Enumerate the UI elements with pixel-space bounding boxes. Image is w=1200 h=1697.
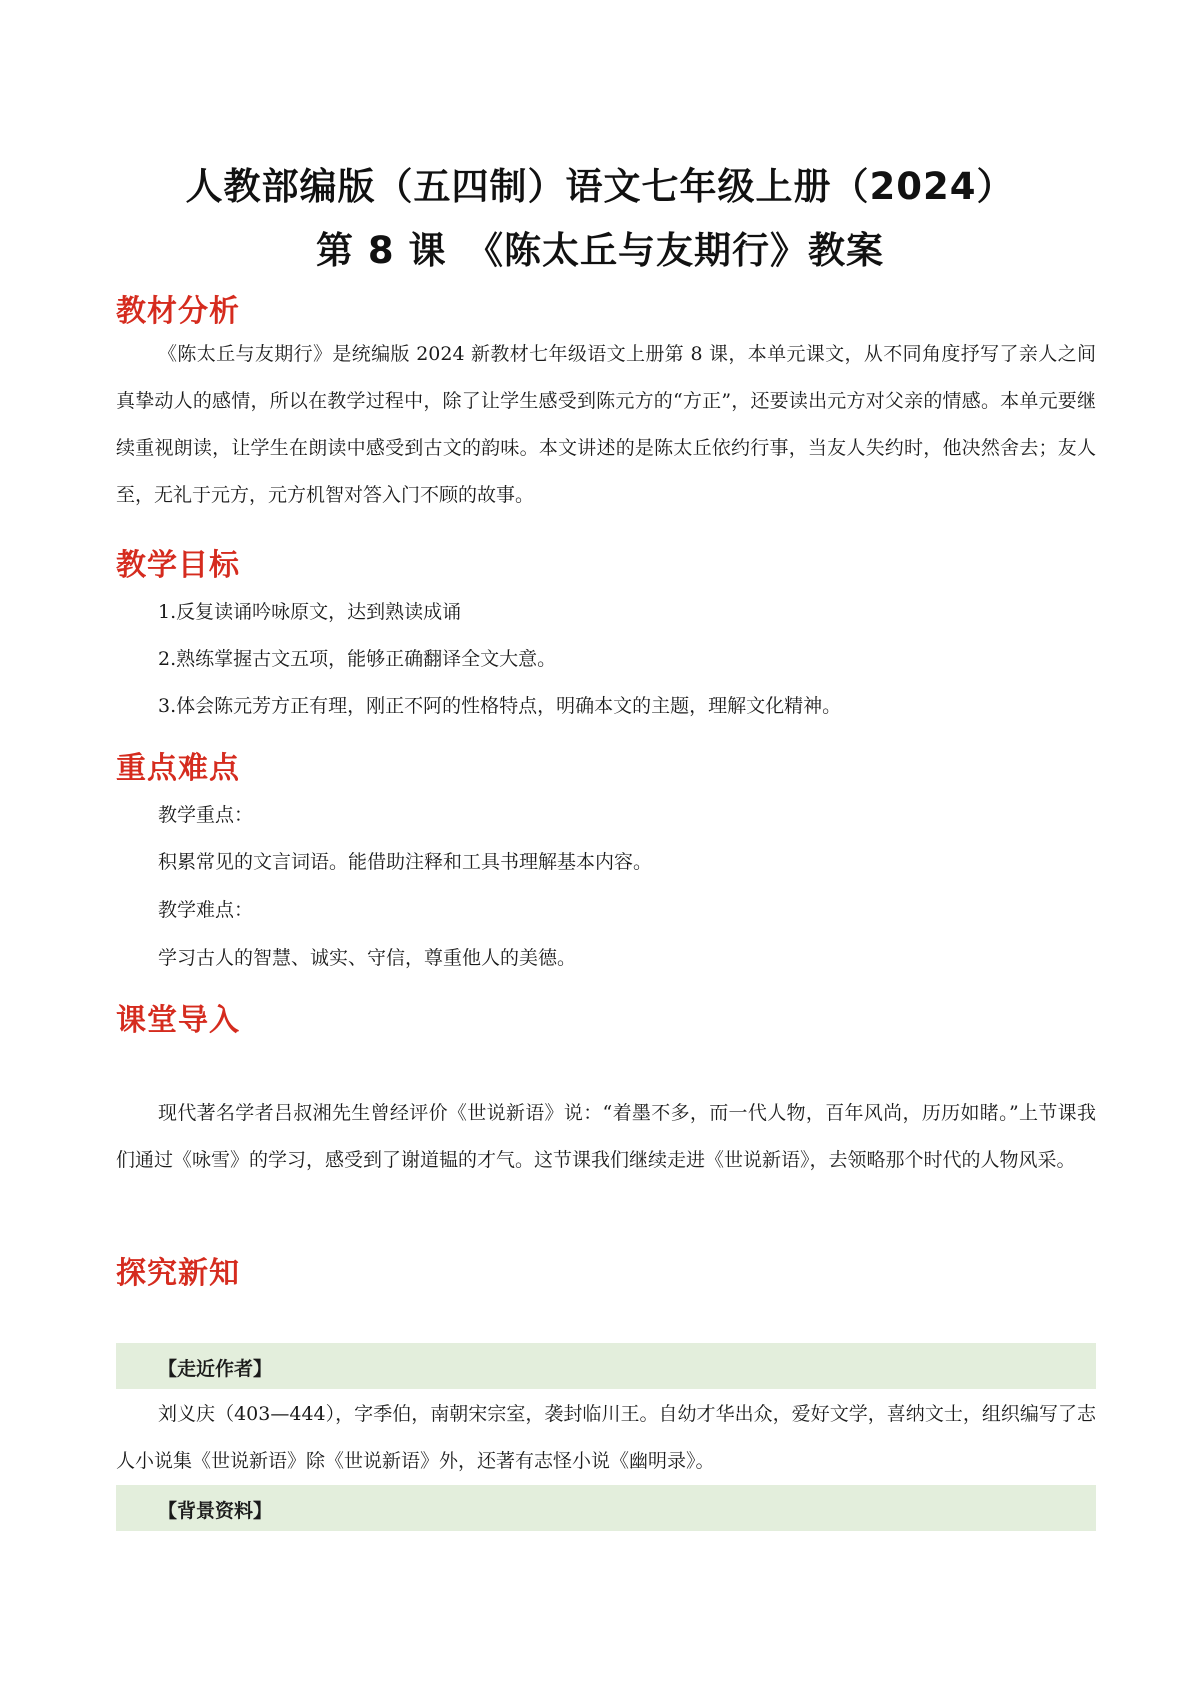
section-heading-intro: 课堂导入 — [116, 1003, 240, 1038]
difficulty-label: 教学难点： — [158, 899, 254, 921]
goal-item: 3.体会陈元芳方正有理，刚正不阿的性格特点，明确本文的主题，理解文化精神。 — [158, 695, 842, 717]
section-heading-explore: 探究新知 — [116, 1256, 240, 1291]
lesson-title: 第 8 课 《陈太丘与友期行》教案 — [315, 229, 884, 272]
document-title: 人教部编版（五四制）语文七年级上册（2024） — [185, 165, 1015, 208]
background-band — [116, 1485, 1096, 1531]
background-label: 【背景资料】 — [158, 1500, 273, 1522]
section-heading-goals: 教学目标 — [116, 548, 240, 583]
goal-item: 1.反复读诵吟咏原文，达到熟读成诵 — [158, 601, 462, 623]
section-heading-keypoints: 重点难点 — [116, 751, 240, 786]
intro-paragraph: 现代著名学者吕叔湘先生曾经评价《世说新语》说：“着墨不多，而一代人物，百年风尚，历历如睹。”上节课我们通过《咏雪》的学习，感受到了谢道韫的才气。这节课我们继续走进《世说新语》，去领略那个时代的人物风采。 — [116, 1102, 1096, 1171]
author-band — [116, 1343, 1096, 1389]
section-heading-analysis: 教材分析 — [116, 294, 240, 329]
author-label: 【走近作者】 — [158, 1358, 273, 1380]
author-paragraph: 刘义庆（403—444），字季伯，南朝宋宗室，袭封临川王。自幼才华出众，爱好文学，喜纳文士，组织编写了志人小说集《世说新语》除《世说新语》外，还著有志怪小说《幽明录》。 — [116, 1403, 1096, 1472]
focus-label: 教学重点： — [158, 804, 254, 826]
goal-item: 2.熟练掌握古文五项，能够正确翻译全文大意。 — [158, 648, 557, 670]
difficulty-text: 学习古人的智慧、诚实、守信，尊重他人的美德。 — [158, 947, 577, 969]
analysis-paragraph: 《陈太丘与友期行》是统编版 2024 新教材七年级语文上册第 8 课，本单元课文，从不同角度抒写了亲人之间真挚动人的感情，所以在教学过程中，除了让学生感受到陈元方的“方正”，还要读出元方对父亲的情感。本单元要继续重视朗读，让学生在朗读中感受到古文的韵味。本文讲述的是陈太丘依约行事，当友人失约时，他决然舍去；友人至，无礼于元方，元方机智对答入门不顾的故事。 — [116, 343, 1096, 506]
focus-text: 积累常见的文言词语。能借助注释和工具书理解基本内容。 — [158, 851, 653, 873]
